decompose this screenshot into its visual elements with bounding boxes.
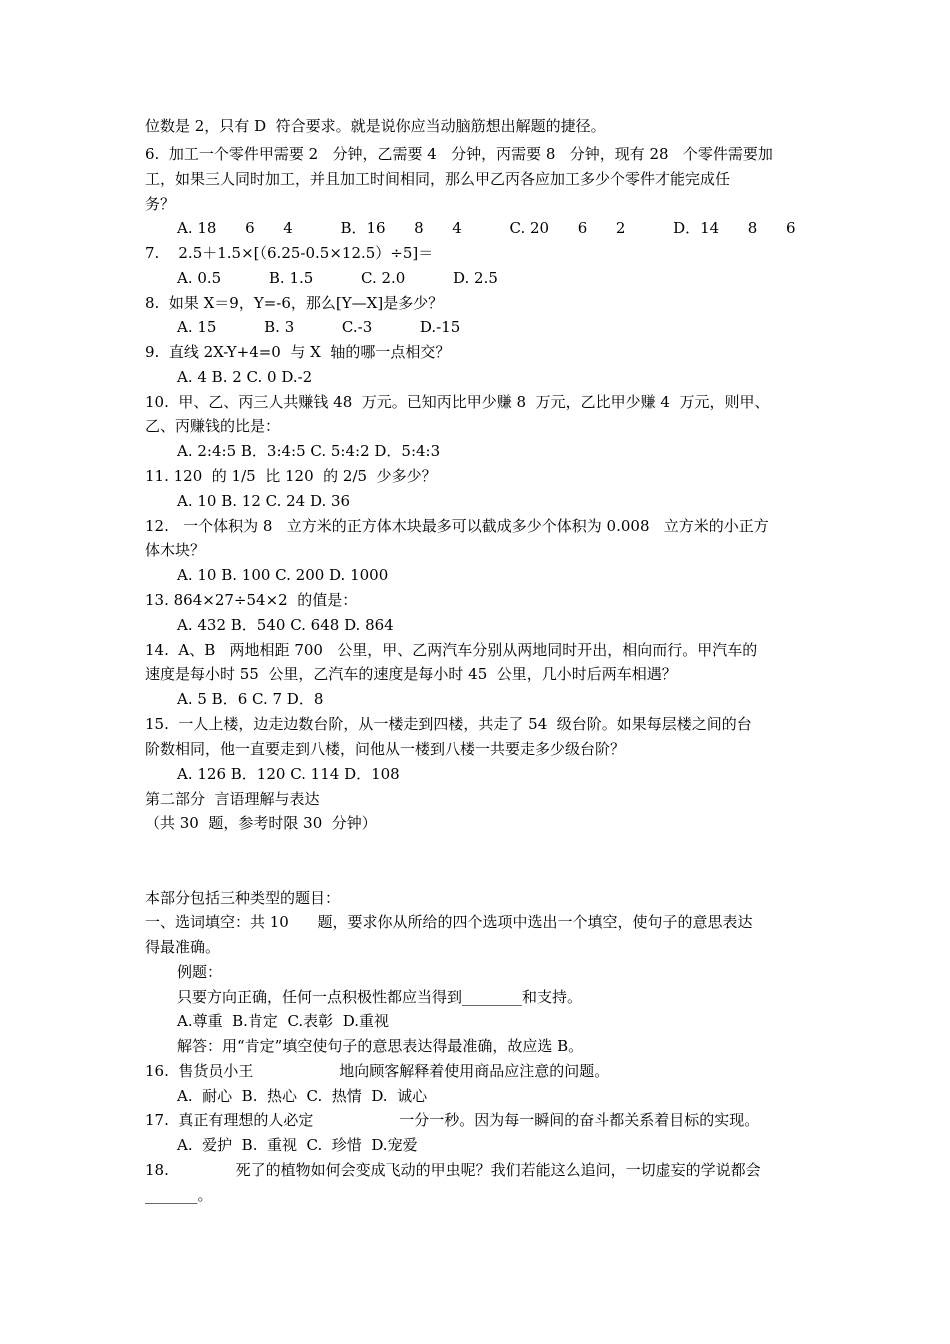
example-options: A.尊重 B.肯定 C.表彰 D.重视 [177, 1012, 389, 1030]
instruction-text: 一、选词填空：共 10 题，要求你从所给的四个选项中选出一个填空，使句子的意思表达 [145, 913, 753, 931]
example-sentence: 只要方向正确，任何一点积极性都应当得到________和支持。 [177, 988, 583, 1006]
example-answer: 解答：用“肯定”填空使句子的意思表达得最准确，故应选 B。 [177, 1037, 584, 1055]
question-9-options: A. 4 B. 2 C. 0 D.-2 [177, 368, 313, 386]
question-12-text: 12. 一个体积为 8 立方米的正方体木块最多可以截成多少个体积为 0.008 立方米的小正方 [145, 517, 769, 535]
question-18-text: _______。 [145, 1186, 213, 1204]
question-15-text: 阶数相同，他一直要走到八楼，问他从一楼到八楼一共要走多少级台阶？ [145, 740, 626, 758]
section-heading: 第二部分 言语理解与表达 [145, 790, 320, 808]
question-12-options: A. 10 B. 100 C. 200 D. 1000 [177, 566, 389, 584]
question-6-text: 6. 加工一个零件甲需要 2 分钟，乙需要 4 分钟，丙需要 8 分钟，现有 28 个零件需要加 [145, 145, 773, 163]
question-8-options: A. 15 B. 3 C.-3 D.-15 [177, 318, 461, 336]
question-6-text: 务？ [145, 195, 176, 213]
section-intro: 本部分包括三种类型的题目： [145, 889, 341, 907]
section-subheading: （共 30 题，参考时限 30 分钟） [145, 814, 377, 832]
question-8-text: 8. 如果 X＝9，Y=-6，那么[Y—X]是多少？ [145, 294, 444, 312]
question-6-text: 工，如果三人同时加工，并且加工时间相同，那么甲乙丙各应加工多少个零件才能完成任 [145, 170, 731, 188]
text-line: 位数是 2，只有 D 符合要求。就是说你应当动脑筋想出解题的捷径。 [145, 117, 606, 135]
question-10-text: 10. 甲、乙、丙三人共赚钱 48 万元。已知丙比甲少赚 8 万元，乙比甲少赚 4 万元，则甲、 [145, 393, 770, 411]
instruction-text: 得最准确。 [145, 938, 221, 956]
question-15-options: A. 126 B．120 C. 114 D．108 [177, 765, 400, 783]
question-10-options: A. 2:4:5 B．3:4:5 C. 5:4:2 D．5:4:3 [177, 442, 441, 460]
example-label: 例题： [177, 963, 223, 981]
question-13-text: 13. 864×27÷54×2 的值是： [145, 591, 358, 609]
question-7-text: 7. 2.5＋1.5×[（6.25-0.5×12.5）÷5]＝ [145, 244, 434, 262]
question-13-options: A. 432 B．540 C. 648 D. 864 [177, 616, 394, 634]
question-17-text: 17. 真正有理想的人必定 一分一秒。因为每一瞬间的奋斗都关系着目标的实现。 [145, 1111, 760, 1129]
question-14-options: A. 5 B．6 C. 7 D．8 [177, 690, 324, 708]
question-14-text: 速度是每小时 55 公里，乙汽车的速度是每小时 45 公里，几小时后两车相遇？ [145, 665, 677, 683]
question-16-text: 16. 售货员小王 地向顾客解释着使用商品应注意的问题。 [145, 1062, 610, 1080]
question-11-options: A. 10 B. 12 C. 24 D. 36 [177, 492, 351, 510]
question-18-text: 18. 死了的植物如何会变成飞动的甲虫呢？我们若能这么追问，一切虚妄的学说都会 [145, 1161, 761, 1179]
question-15-text: 15. 一人上楼，边走边数台阶，从一楼走到四楼，共走了 54 级台阶。如果每层楼之间的台 [145, 715, 752, 733]
question-17-options: A. 爱护 B. 重视 C. 珍惜 D.宠爱 [177, 1136, 418, 1154]
question-9-text: 9. 直线 2X-Y+4=0 与 X 轴的哪一点相交？ [145, 343, 451, 361]
question-7-options: A. 0.5 B. 1.5 C. 2.0 D. 2.5 [177, 269, 498, 287]
question-11-text: 11. 120 的 1/5 比 120 的 2/5 少多少？ [145, 467, 437, 485]
question-14-text: 14. A、B 两地相距 700 公里，甲、乙两汽车分别从两地同时开出，相向而行。甲汽车的 [145, 641, 758, 659]
question-10-text: 乙、丙赚钱的比是： [145, 417, 281, 435]
question-16-options: A. 耐心 B. 热心 C. 热情 D. 诚心 [177, 1087, 428, 1105]
question-6-options: A. 18 6 4 B．16 8 4 C. 20 6 2 D．14 8 6 [177, 219, 796, 237]
question-12-text: 体木块？ [145, 541, 206, 559]
